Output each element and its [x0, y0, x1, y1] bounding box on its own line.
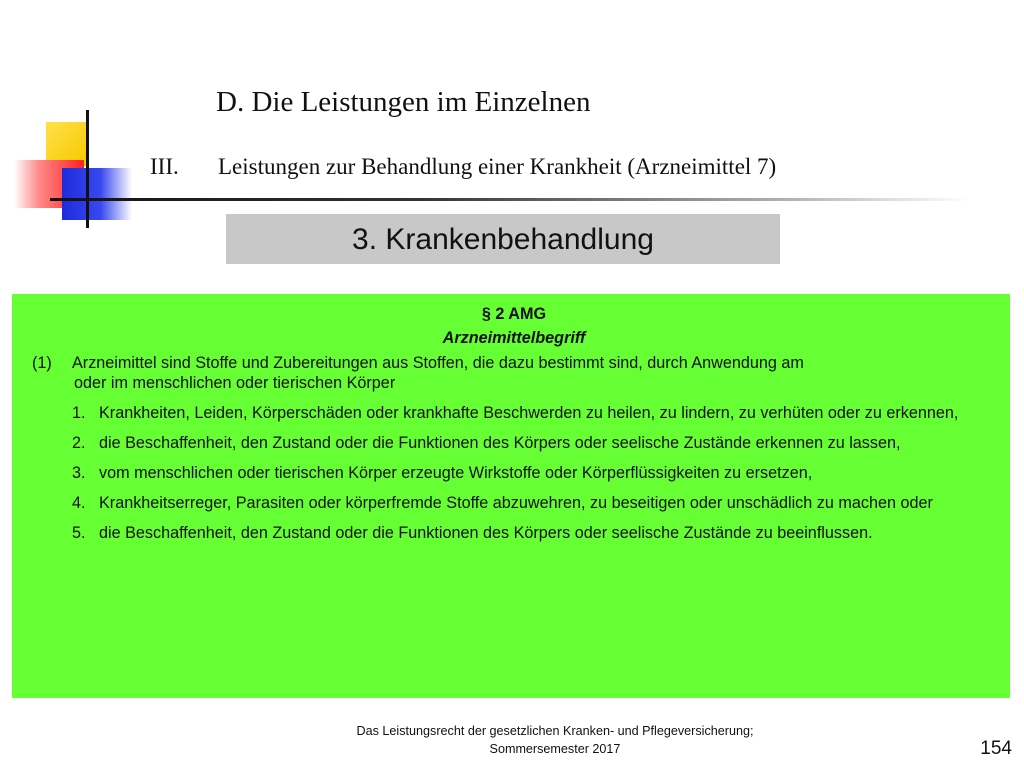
list-item-number: 1.	[72, 404, 86, 422]
slide-footer	[300, 722, 810, 758]
list-item-number: 2.	[72, 434, 86, 452]
law-text-box	[12, 294, 1010, 698]
subtitle-text: Leistungen zur Behandlung einer Krankheit (Arzneimittel 7)	[218, 154, 777, 179]
paragraph-number: (1)	[32, 354, 52, 372]
list-item-text: die Beschaffenheit, den Zustand oder die Funktionen des Körpers oder seelische Zustände erkennen zu lassen,	[99, 434, 901, 452]
list-item-number: 5.	[72, 524, 86, 542]
logo-vertical-line	[86, 110, 89, 228]
footer-line-2: Sommersemester 2017	[489, 742, 621, 756]
slide-title: D. Die Leistungen im Einzelnen	[216, 86, 591, 118]
page-number: 154	[980, 738, 1012, 759]
list-item-number: 3.	[72, 464, 86, 482]
title-underline	[50, 198, 970, 201]
list-item-text: vom menschlichen oder tierischen Körper erzeugte Wirkstoffe oder Körperflüssigkeiten zu ersetzen,	[99, 464, 813, 482]
list-item	[72, 463, 996, 483]
paragraph-continuation	[32, 373, 996, 393]
list-item	[72, 523, 996, 543]
list-item-text: Krankheitserreger, Parasiten oder körperfremde Stoffe abzuwehren, zu beseitigen oder unschädlich zu machen oder	[99, 494, 933, 512]
section-banner: 3. Krankenbehandlung	[226, 214, 780, 264]
law-subheading: Arzneimittelbegriff	[442, 329, 586, 347]
list-item-text: die Beschaffenheit, den Zustand oder die Funktionen des Körpers oder seelische Zustände zu beeinflussen.	[99, 524, 873, 542]
slide-subtitle	[150, 154, 776, 180]
logo-blue-square	[62, 168, 132, 220]
list-item	[72, 433, 996, 453]
list-item-number: 4.	[72, 494, 86, 512]
footer-line-1: Das Leistungsrecht der gesetzlichen Kranken- und Pflegeversicherung;	[356, 724, 754, 738]
paragraph-line-1: Arzneimittel sind Stoffe und Zubereitungen aus Stoffen, die dazu bestimmt sind, durch Anwendung am	[72, 354, 804, 372]
list-item-text: Krankheiten, Leiden, Körperschäden oder krankhafte Beschwerden zu heilen, zu lindern, zu verhüten oder zu erkennen,	[99, 404, 959, 422]
law-heading: § 2 AMG	[481, 305, 547, 323]
subtitle-number: III.	[150, 154, 179, 179]
paragraph-line-2: oder im menschlichen oder tierischen Körper	[74, 374, 396, 392]
list-item	[72, 493, 996, 513]
list-item	[72, 403, 996, 423]
law-paragraph	[32, 353, 996, 373]
